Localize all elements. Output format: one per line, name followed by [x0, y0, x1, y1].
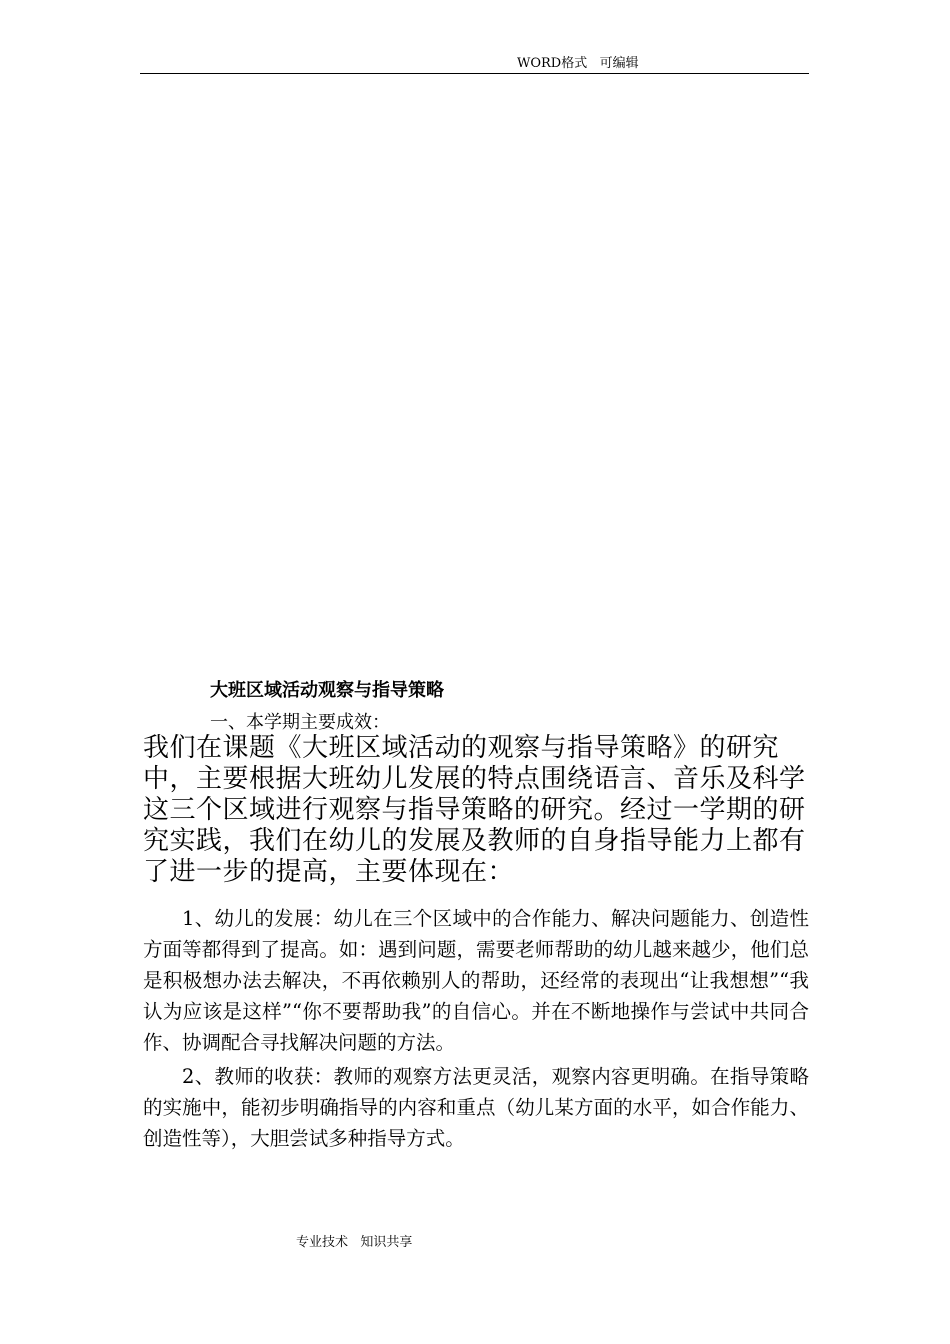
- document-title: 大班区域活动观察与指导策略: [210, 680, 444, 701]
- section-heading: 一、本学期主要成效：: [210, 712, 390, 733]
- body-paragraph: 2、教师的收获：教师的观察方法更灵活，观察内容更明确。在指导策略的实施中，能初步明确指导的内容和重点（幼儿某方面的水平，如合作能力、创造性等），大胆尝试多种指导方式。: [143, 1065, 809, 1150]
- intro-paragraph: 我们在课题《大班区域活动的观察与指导策略》的研究中，主要根据大班幼儿发展的特点围绕语言、音乐及科学这三个区域进行观察与指导策略的研究。经过一学期的研究实践，我们在幼儿的发展及教师的自身指导能力上都有了进一步的提高，主要体现在：: [143, 733, 806, 887]
- header-rule: [140, 73, 809, 74]
- page-footer: 专业技术 知识共享: [296, 1235, 413, 1250]
- body-paragraph: 1、幼儿的发展：幼儿在三个区域中的合作能力、解决问题能力、创造性方面等都得到了提高。如：遇到问题，需要老师帮助的幼儿越来越少，他们总是积极想办法去解决，不再依赖别人的帮助，还经常的表现出“让我想想”“我认为应该是这样”“你不要帮助我”的自信心。并在不断地操作与尝试中共同合作、协调配合寻找解决问题的方法。: [143, 907, 809, 1054]
- page-header: WORD格式 可编辑: [517, 56, 639, 71]
